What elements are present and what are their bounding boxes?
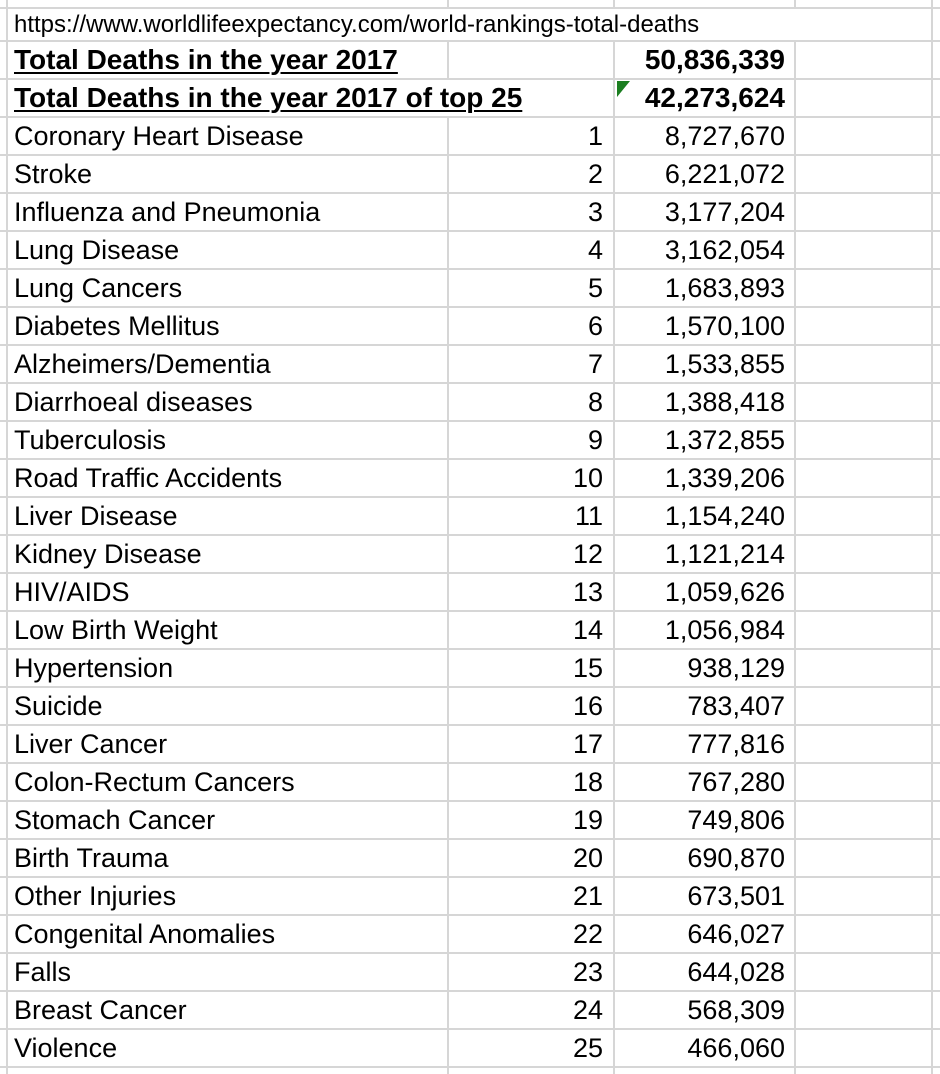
grid-cell-empty xyxy=(933,384,940,420)
grid-cell-empty xyxy=(0,42,8,78)
table-row xyxy=(0,156,940,194)
grid-cell-empty xyxy=(933,118,940,154)
deaths-cell[interactable]: 8,727,670 xyxy=(615,118,796,154)
grid-cell-empty xyxy=(0,612,8,648)
table-row xyxy=(0,688,940,726)
grid-cell-empty[interactable] xyxy=(796,460,933,496)
grid-cell-empty xyxy=(933,42,940,78)
cause-cell[interactable]: Other Injuries xyxy=(8,878,449,914)
grid-cell-empty xyxy=(933,156,940,192)
grid-cell-empty xyxy=(0,802,8,838)
rank-cell[interactable]: 15 xyxy=(449,650,615,686)
grid-cell-empty xyxy=(933,0,940,7)
cause-cell[interactable]: Suicide xyxy=(8,688,449,724)
rank-cell[interactable]: 14 xyxy=(449,612,615,648)
grid-cell-empty xyxy=(8,0,449,7)
table-row xyxy=(0,460,940,498)
grid-cell-empty[interactable] xyxy=(796,574,933,610)
rank-cell[interactable]: 13 xyxy=(449,574,615,610)
deaths-cell[interactable]: 1,121,214 xyxy=(615,536,796,572)
table-row xyxy=(0,536,940,574)
grid-cell-empty xyxy=(933,650,940,686)
cause-cell[interactable]: Stomach Cancer xyxy=(8,802,449,838)
grid-cell-empty xyxy=(449,1068,615,1074)
cause-cell[interactable]: HIV/AIDS xyxy=(8,574,449,610)
summary-value-cell[interactable] xyxy=(615,80,796,116)
grid-cell-empty xyxy=(0,954,8,990)
grid-cell-empty[interactable] xyxy=(796,878,933,914)
grid-cell-empty[interactable] xyxy=(449,42,615,78)
rank-cell[interactable]: 7 xyxy=(449,346,615,382)
deaths-cell[interactable]: 646,027 xyxy=(615,916,796,952)
rank-cell[interactable]: 16 xyxy=(449,688,615,724)
grid-cell-empty[interactable] xyxy=(796,422,933,458)
grid-cell-empty xyxy=(0,270,8,306)
rank-cell[interactable]: 2 xyxy=(449,156,615,192)
grid-cell-empty xyxy=(0,1030,8,1066)
grid-cell-empty xyxy=(0,650,8,686)
grid-cell-empty[interactable] xyxy=(796,536,933,572)
rank-cell[interactable]: 12 xyxy=(449,536,615,572)
deaths-cell[interactable]: 466,060 xyxy=(615,1030,796,1066)
deaths-cell[interactable]: 568,309 xyxy=(615,992,796,1028)
deaths-cell[interactable]: 1,570,100 xyxy=(615,308,796,344)
rank-cell[interactable]: 8 xyxy=(449,384,615,420)
grid-cell-empty xyxy=(933,802,940,838)
table-body xyxy=(0,118,940,1068)
grid-cell-empty[interactable] xyxy=(796,270,933,306)
rank-cell[interactable]: 20 xyxy=(449,840,615,876)
deaths-cell[interactable]: 938,129 xyxy=(615,650,796,686)
cause-cell[interactable]: Congenital Anomalies xyxy=(8,916,449,952)
rank-cell[interactable]: 3 xyxy=(449,194,615,230)
grid-cell-empty xyxy=(933,80,940,116)
grid-cell-empty[interactable] xyxy=(796,346,933,382)
partial-row-top xyxy=(0,0,940,9)
cause-cell[interactable]: Influenza and Pneumonia xyxy=(8,194,449,230)
grid-cell-empty xyxy=(933,688,940,724)
rank-cell[interactable]: 11 xyxy=(449,498,615,534)
partial-row-bottom xyxy=(0,1068,940,1074)
grid-cell-empty xyxy=(933,916,940,952)
grid-cell-empty xyxy=(933,422,940,458)
cause-cell[interactable]: Falls xyxy=(8,954,449,990)
grid-cell-empty xyxy=(933,232,940,268)
table-row xyxy=(0,764,940,802)
grid-cell-empty[interactable] xyxy=(796,612,933,648)
grid-cell-empty xyxy=(0,878,8,914)
grid-cell-empty xyxy=(0,536,8,572)
deaths-cell[interactable]: 690,870 xyxy=(615,840,796,876)
deaths-cell[interactable]: 3,162,054 xyxy=(615,232,796,268)
summary-row-total xyxy=(0,42,940,80)
grid-cell-empty xyxy=(933,764,940,800)
table-row xyxy=(0,498,940,536)
rank-cell[interactable]: 25 xyxy=(449,1030,615,1066)
grid-cell-empty xyxy=(0,422,8,458)
grid-cell-empty xyxy=(933,194,940,230)
deaths-cell[interactable]: 1,056,984 xyxy=(615,612,796,648)
summary-value-cell[interactable]: 50,836,339 xyxy=(615,42,796,78)
grid-cell-empty xyxy=(0,156,8,192)
table-row xyxy=(0,840,940,878)
table-row xyxy=(0,346,940,384)
grid-cell-empty xyxy=(0,574,8,610)
rank-cell[interactable]: 1 xyxy=(449,118,615,154)
rank-cell[interactable]: 4 xyxy=(449,232,615,268)
grid-cell-empty xyxy=(933,992,940,1028)
cause-cell[interactable]: Lung Disease xyxy=(8,232,449,268)
cause-cell[interactable]: Birth Trauma xyxy=(8,840,449,876)
grid-cell-empty xyxy=(0,346,8,382)
grid-cell-empty[interactable] xyxy=(796,42,933,78)
grid-cell-empty xyxy=(933,574,940,610)
grid-cell-empty xyxy=(796,0,933,7)
table-row xyxy=(0,878,940,916)
rank-cell[interactable]: 24 xyxy=(449,992,615,1028)
grid-cell-empty xyxy=(933,346,940,382)
grid-cell-empty xyxy=(449,0,615,7)
grid-cell-empty xyxy=(0,992,8,1028)
grid-cell-empty xyxy=(0,460,8,496)
grid-cell-empty[interactable] xyxy=(796,232,933,268)
grid-cell-empty[interactable] xyxy=(796,916,933,952)
cause-cell[interactable]: Diarrhoeal diseases xyxy=(8,384,449,420)
grid-cell-empty[interactable] xyxy=(796,80,933,116)
summary-row-top25 xyxy=(0,80,940,118)
summary-value: 42,273,624 xyxy=(644,82,785,113)
summary-label-cell[interactable]: Total Deaths in the year 2017 of top 25 xyxy=(8,80,615,116)
grid-cell-empty xyxy=(0,308,8,344)
table-row xyxy=(0,612,940,650)
table-row xyxy=(0,384,940,422)
cause-cell[interactable]: Kidney Disease xyxy=(8,536,449,572)
grid-cell-empty xyxy=(933,612,940,648)
table-row xyxy=(0,1030,940,1068)
deaths-cell[interactable]: 673,501 xyxy=(615,878,796,914)
table-row xyxy=(0,270,940,308)
table-row xyxy=(0,194,940,232)
cause-cell[interactable]: Tuberculosis xyxy=(8,422,449,458)
deaths-cell[interactable]: 1,372,855 xyxy=(615,422,796,458)
cause-cell[interactable]: Breast Cancer xyxy=(8,992,449,1028)
grid-cell-empty xyxy=(0,0,8,7)
grid-cell-empty xyxy=(933,498,940,534)
grid-cell-empty xyxy=(0,726,8,762)
cause-cell[interactable]: Alzheimers/Dementia xyxy=(8,346,449,382)
cause-cell[interactable]: Low Birth Weight xyxy=(8,612,449,648)
table-row xyxy=(0,422,940,460)
cause-cell[interactable]: Diabetes Mellitus xyxy=(8,308,449,344)
grid-cell-empty[interactable] xyxy=(796,308,933,344)
grid-cell-empty xyxy=(0,688,8,724)
grid-cell-empty[interactable] xyxy=(796,384,933,420)
cause-cell[interactable]: Lung Cancers xyxy=(8,270,449,306)
deaths-cell[interactable]: 1,683,893 xyxy=(615,270,796,306)
grid-cell-empty xyxy=(0,840,8,876)
grid-cell-empty xyxy=(933,308,940,344)
deaths-cell[interactable]: 1,388,418 xyxy=(615,384,796,420)
table-row xyxy=(0,916,940,954)
grid-cell-empty xyxy=(933,9,940,40)
cause-cell[interactable]: Stroke xyxy=(8,156,449,192)
grid-cell-empty xyxy=(0,764,8,800)
deaths-cell[interactable]: 777,816 xyxy=(615,726,796,762)
grid-cell-empty xyxy=(933,840,940,876)
grid-cell-empty xyxy=(933,954,940,990)
grid-cell-empty[interactable] xyxy=(796,688,933,724)
deaths-cell[interactable]: 644,028 xyxy=(615,954,796,990)
grid-cell-empty xyxy=(796,1068,933,1074)
grid-cell-empty[interactable] xyxy=(796,498,933,534)
deaths-cell[interactable]: 6,221,072 xyxy=(615,156,796,192)
grid-cell-empty xyxy=(0,916,8,952)
table-row xyxy=(0,118,940,156)
cause-cell[interactable]: Coronary Heart Disease xyxy=(8,118,449,154)
table-row xyxy=(0,802,940,840)
cause-cell[interactable]: Road Traffic Accidents xyxy=(8,460,449,496)
deaths-cell[interactable]: 1,533,855 xyxy=(615,346,796,382)
rank-cell[interactable]: 6 xyxy=(449,308,615,344)
deaths-cell[interactable]: 1,059,626 xyxy=(615,574,796,610)
grid-cell-empty xyxy=(933,536,940,572)
rank-cell[interactable]: 10 xyxy=(449,460,615,496)
grid-cell-empty[interactable] xyxy=(796,840,933,876)
cause-cell[interactable]: Violence xyxy=(8,1030,449,1066)
deaths-cell[interactable]: 1,154,240 xyxy=(615,498,796,534)
grid-cell-empty[interactable] xyxy=(796,194,933,230)
grid-cell-empty[interactable] xyxy=(796,992,933,1028)
rank-cell[interactable]: 22 xyxy=(449,916,615,952)
rank-cell[interactable]: 21 xyxy=(449,878,615,914)
grid-cell-empty xyxy=(933,726,940,762)
grid-cell-empty xyxy=(8,1068,449,1074)
deaths-cell[interactable]: 767,280 xyxy=(615,764,796,800)
cause-cell[interactable]: Hypertension xyxy=(8,650,449,686)
table-row xyxy=(0,992,940,1030)
rank-cell[interactable]: 18 xyxy=(449,764,615,800)
url-cell[interactable]: https://www.worldlifeexpectancy.com/world-rankings-total-deaths xyxy=(8,9,933,40)
grid-cell-empty xyxy=(0,80,8,116)
table-row xyxy=(0,308,940,346)
grid-cell-empty xyxy=(615,0,796,7)
grid-cell-empty[interactable] xyxy=(796,1030,933,1066)
grid-cell-empty[interactable] xyxy=(796,764,933,800)
rank-cell[interactable]: 9 xyxy=(449,422,615,458)
grid-cell-empty xyxy=(0,498,8,534)
grid-cell-empty xyxy=(0,118,8,154)
grid-cell-empty xyxy=(0,1068,8,1074)
grid-cell-empty xyxy=(0,384,8,420)
grid-cell-empty xyxy=(0,9,8,40)
grid-cell-empty xyxy=(933,270,940,306)
deaths-cell[interactable]: 1,339,206 xyxy=(615,460,796,496)
grid-cell-empty[interactable] xyxy=(796,802,933,838)
grid-cell-empty xyxy=(933,1068,940,1074)
cause-cell[interactable]: Liver Disease xyxy=(8,498,449,534)
grid-cell-empty xyxy=(0,232,8,268)
table-row xyxy=(0,954,940,992)
summary-label-cell[interactable]: Total Deaths in the year 2017 xyxy=(8,42,449,78)
grid-cell-empty[interactable] xyxy=(796,726,933,762)
grid-cell-empty[interactable] xyxy=(796,118,933,154)
grid-cell-empty[interactable] xyxy=(796,650,933,686)
deaths-cell[interactable]: 783,407 xyxy=(615,688,796,724)
rank-cell[interactable]: 23 xyxy=(449,954,615,990)
grid-cell-empty xyxy=(933,878,940,914)
grid-cell-empty xyxy=(0,194,8,230)
rank-cell[interactable]: 5 xyxy=(449,270,615,306)
table-row xyxy=(0,574,940,612)
cause-cell[interactable]: Liver Cancer xyxy=(8,726,449,762)
grid-cell-empty[interactable] xyxy=(796,954,933,990)
grid-cell-empty xyxy=(933,460,940,496)
deaths-cell[interactable]: 749,806 xyxy=(615,802,796,838)
table-row xyxy=(0,232,940,270)
green-corner-triangle-icon[interactable] xyxy=(617,81,630,97)
grid-cell-empty xyxy=(933,1030,940,1066)
rank-cell[interactable]: 19 xyxy=(449,802,615,838)
deaths-cell[interactable]: 3,177,204 xyxy=(615,194,796,230)
table-row xyxy=(0,726,940,764)
table-row xyxy=(0,650,940,688)
cause-cell[interactable]: Colon-Rectum Cancers xyxy=(8,764,449,800)
rank-cell[interactable]: 17 xyxy=(449,726,615,762)
grid-cell-empty xyxy=(615,1068,796,1074)
url-row xyxy=(0,9,940,42)
grid-cell-empty[interactable] xyxy=(796,156,933,192)
